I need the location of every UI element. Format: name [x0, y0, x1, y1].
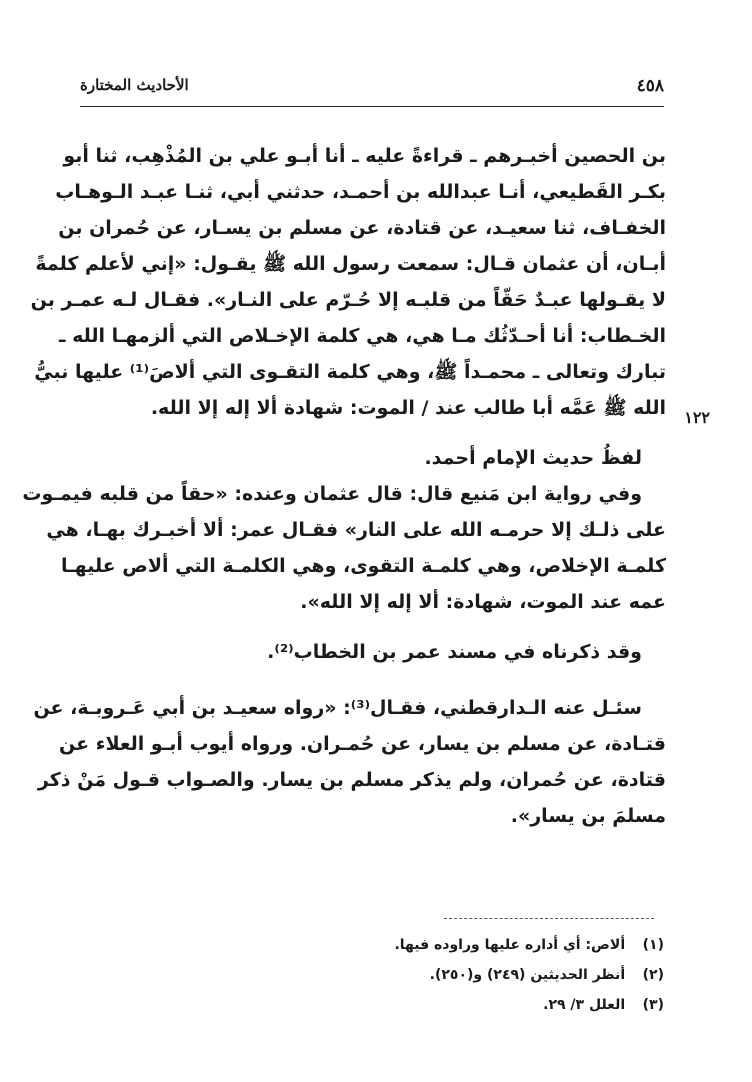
text-line: بن الحصين أخبـرهم ـ قراءةً عليه ـ أنا أبـو علي بن المُذْهِب، ثنا أبو — [63, 145, 666, 167]
text-line: مسلمَ بن يسار». — [510, 805, 666, 827]
text-line: وقد ذكرناه في مسند عمر بن الخطاب⁽²⁾. — [267, 641, 642, 663]
footnote-number: (٢) — [642, 967, 664, 983]
running-title: الأحاديث المختارة — [80, 76, 189, 94]
footnote-separator — [444, 918, 654, 919]
text-line: كلمـة الإخلاص، وهي كلمـة التقوى، وهي الكلمـة التي ألاص عليهـا — [61, 555, 666, 577]
paragraph-2 — [78, 440, 666, 476]
text-line: بكـر القَطيعي، أنـا عبدالله بن أحمـد، حدثني أبي، ثنـا عبـد الـوهـاب — [55, 181, 666, 203]
text-line: قتـادة، عن مسلم بن يسار، عن حُمـران. ورواه أيوب أبـو العلاء عن — [59, 733, 666, 755]
header-rule — [80, 106, 664, 107]
text-line: لفظُ حديث الإمام أحمد. — [424, 447, 642, 469]
page-header — [80, 76, 664, 100]
footnote-text: العلل ٣/ ٢٩. — [543, 997, 626, 1013]
text-line: عمه عند الموت، شهادة: ألا إله إلا الله». — [300, 591, 666, 613]
text-line: الخـطاب: أنا أحـدّثُك مـا هي، هي كلمة الإخـلاص التي ألزمهـا الله ـ — [59, 325, 666, 347]
paragraph-5 — [33, 690, 666, 834]
text-line: قتادة، عن حُمران، ولم يذكر مسلم بن يسار. والصـواب قـول مَنْ ذكر — [37, 769, 666, 791]
text-line: أبـان، أن عثمان قـال: سمعت رسول الله ﷺ يقـول: «إني لأعلم كلمةً — [35, 253, 666, 275]
text-line: الخفـاف، ثنا سعيـد، عن قتادة، عن مسلم بن يسـار، عن حُمران بن — [58, 217, 666, 239]
body-text — [22, 138, 666, 834]
footnote-text: أنظر الحديثين (٢٤٩) و(٢٥٠). — [429, 967, 626, 983]
footnote-number: (١) — [642, 937, 664, 953]
footnote-text: ألاص: أي أداره عليها وراوده فيها. — [394, 937, 626, 953]
hadith-number: ١٢٢ — [684, 408, 710, 427]
text-line: وفي رواية ابن مَنيع قال: قال عثمان وعنده: «حقاً من قلبه فيمـوت — [22, 483, 642, 505]
text-line: لا يقـولها عبـدٌ حَقّاً من قلبـه إلا حُـرّم على النـار». فقـال لـه عمـر بن — [30, 289, 666, 311]
footnote — [80, 990, 664, 1020]
footnotes — [80, 930, 664, 1020]
text-line: الله ﷺ عَمَّه أبا طالب عند / الموت: شهادة ألا إله إلا الله. — [150, 397, 666, 419]
paragraph-4 — [78, 634, 666, 670]
footnote — [80, 930, 664, 960]
text-line: سئـل عنه الـدارقطني، فقـال⁽³⁾: «رواه سعيـد بن أبي عَـروبـة، عن — [33, 697, 642, 719]
footnote-number: (٣) — [642, 997, 664, 1013]
footnote — [80, 960, 664, 990]
page-number: ٤٥٨ — [636, 76, 664, 96]
text-line: على ذلـك إلا حرمـه الله على النار» فقـال عمر: ألا أخبـرك بهـا، هي — [46, 519, 666, 541]
text-line: تبارك وتعالى ـ محمـداً ﷺ، وهي كلمة التقـوى التي ألاصَ⁽¹⁾ عليها نبيُّ — [34, 361, 666, 383]
paragraph-3 — [22, 476, 666, 620]
paragraph-1 — [30, 138, 666, 426]
